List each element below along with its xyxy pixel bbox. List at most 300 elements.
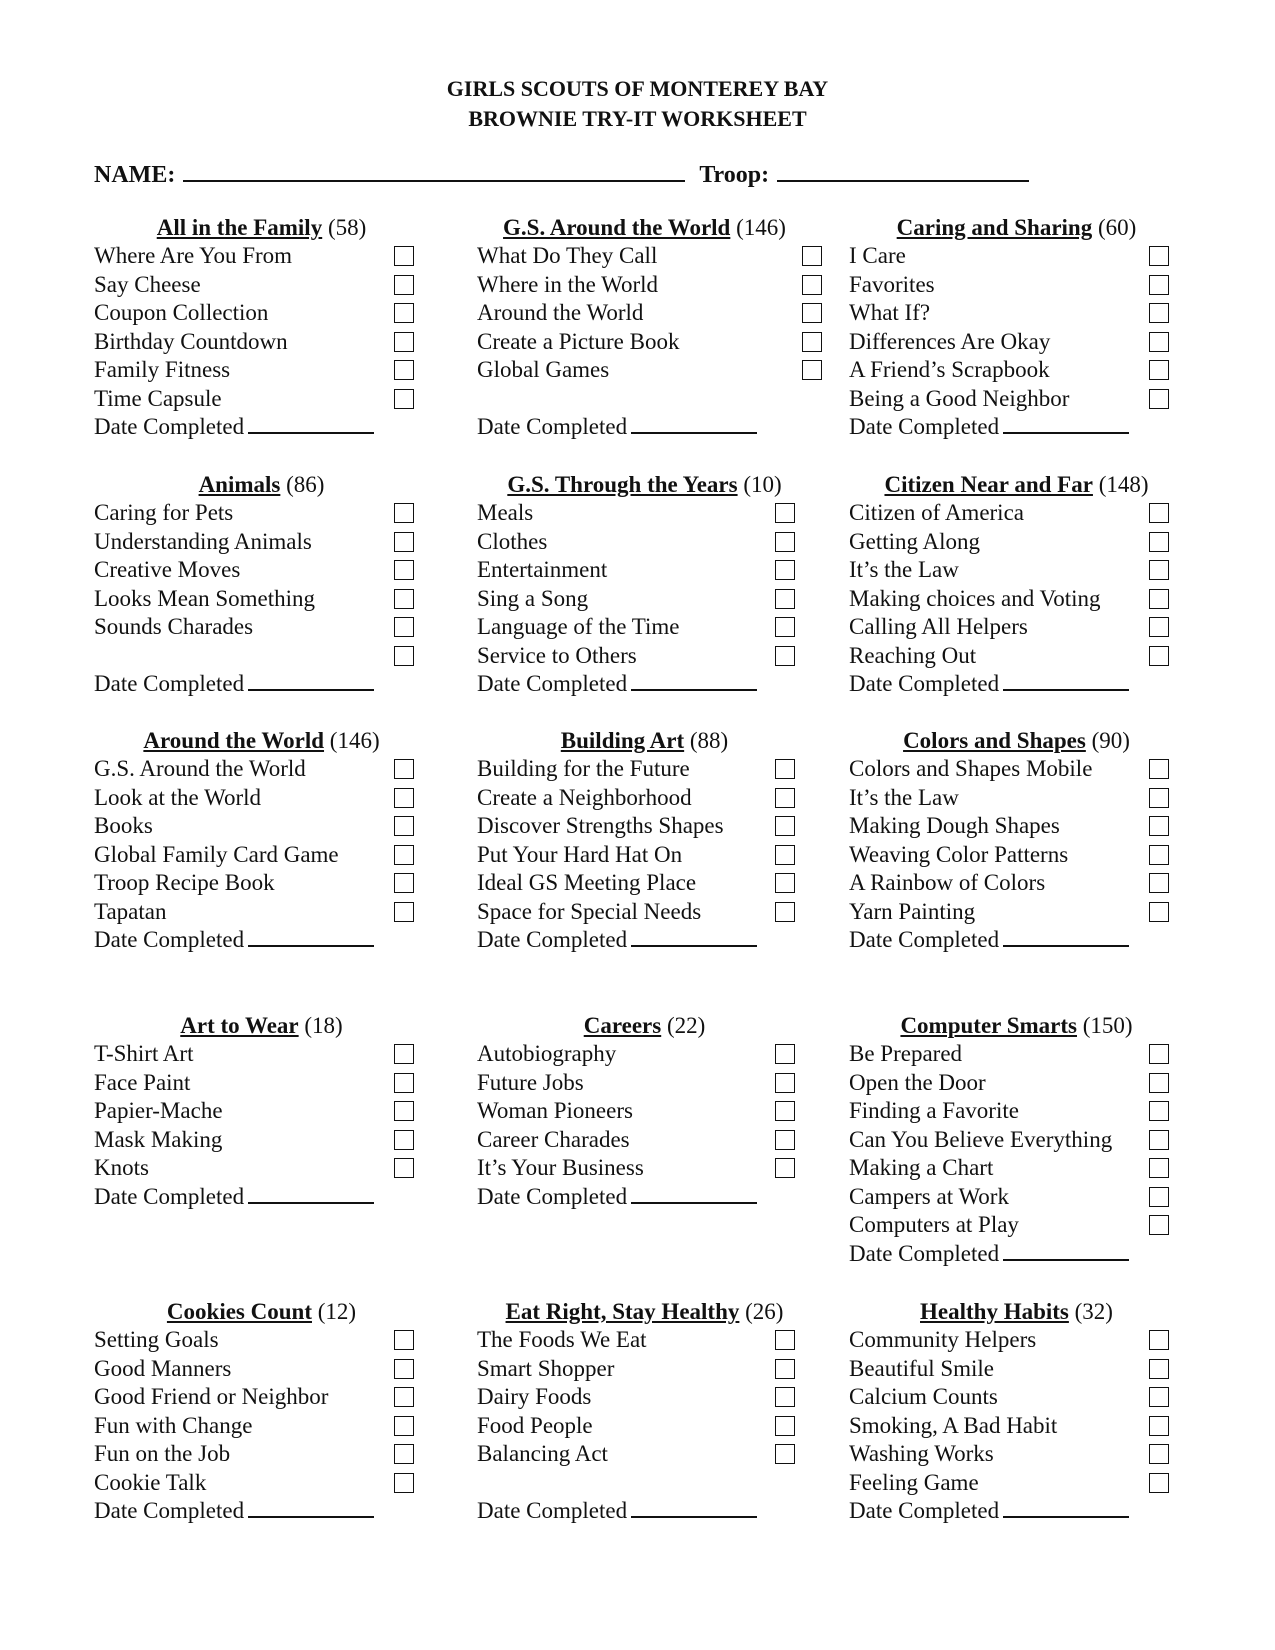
item-label: G.S. Around the World: [94, 756, 306, 781]
item-label: Say Cheese: [94, 271, 201, 297]
spacer: [477, 1469, 812, 1498]
date-completed-row: [94, 926, 429, 955]
checkbox[interactable]: [775, 1416, 795, 1436]
section-title-text: Building Art: [560, 728, 685, 753]
date-completed-field[interactable]: [1003, 414, 1129, 434]
list-item: [849, 755, 1184, 784]
item-label: Beautiful Smile: [849, 1355, 995, 1381]
checkbox[interactable]: [775, 845, 795, 865]
checkbox[interactable]: [1149, 1359, 1169, 1379]
troop-field[interactable]: [777, 160, 1029, 182]
list-item: [94, 812, 429, 841]
checkbox[interactable]: [1149, 759, 1169, 779]
list-item: [849, 528, 1184, 557]
checkbox[interactable]: [775, 589, 795, 609]
item-list: [849, 1040, 1184, 1240]
checkbox[interactable]: [775, 532, 795, 552]
item-label: The Foods We Eat: [477, 1327, 647, 1352]
list-item: [477, 613, 812, 642]
section-cookies-count: [94, 1298, 429, 1526]
checkbox[interactable]: [802, 275, 822, 295]
checkbox[interactable]: [1149, 360, 1169, 380]
date-completed-row: [94, 670, 429, 699]
checkbox[interactable]: [394, 1359, 414, 1379]
list-item: [477, 841, 812, 870]
list-item: [477, 784, 812, 813]
section-title: [477, 1012, 812, 1040]
checkbox[interactable]: [1149, 1387, 1169, 1407]
checkbox[interactable]: [1149, 1130, 1169, 1150]
date-completed-field[interactable]: [248, 1498, 374, 1518]
section-title: [94, 471, 429, 499]
item-label: Mask Making: [94, 1126, 223, 1152]
list-item: [477, 528, 812, 557]
checkbox[interactable]: [775, 873, 795, 893]
item-label: Citizen of America: [849, 500, 1024, 525]
list-item: [849, 841, 1184, 870]
section-title: [849, 1298, 1184, 1326]
list-item: [477, 755, 812, 784]
item-label: Autobiography: [477, 1041, 617, 1066]
section-title-text: Colors and Shapes: [903, 728, 1086, 753]
list-item: [477, 1326, 812, 1355]
item-label: Papier-Mache: [94, 1098, 223, 1123]
list-item: [94, 242, 429, 271]
date-completed-label: Date Completed: [477, 1498, 628, 1523]
list-item: [849, 385, 1184, 414]
item-list: [94, 1326, 429, 1497]
section-title: [94, 727, 429, 755]
list-item: [849, 784, 1184, 813]
worksheet-title: [0, 74, 1275, 134]
checkbox[interactable]: [1149, 1215, 1169, 1235]
section-page-number: (10): [743, 472, 782, 497]
date-completed-label: Date Completed: [477, 1183, 628, 1209]
checkbox[interactable]: [802, 332, 822, 352]
checkbox[interactable]: [775, 617, 795, 637]
section-title: [849, 471, 1184, 499]
list-item: [477, 1412, 812, 1441]
list-item: [477, 328, 812, 357]
item-label: Ideal GS Meeting Place: [477, 870, 697, 895]
item-label: Feeling Game: [849, 1469, 979, 1495]
checkbox[interactable]: [1149, 1416, 1169, 1436]
item-label: Good Friend or Neighbor: [94, 1384, 329, 1409]
checkbox[interactable]: [775, 1101, 795, 1121]
checkbox[interactable]: [1149, 560, 1169, 580]
list-item: [849, 869, 1184, 898]
item-label: A Rainbow of Colors: [849, 870, 1046, 895]
checkbox[interactable]: [775, 1359, 795, 1379]
list-item: [849, 271, 1184, 300]
item-label: Favorites: [849, 271, 935, 297]
item-label: Global Family Card Game: [94, 841, 339, 867]
item-label: Language of the Time: [477, 614, 680, 639]
list-item: [94, 499, 429, 528]
list-item: [94, 1326, 429, 1355]
checkbox[interactable]: [394, 503, 414, 523]
item-list: [94, 242, 429, 413]
list-item: [849, 1183, 1184, 1212]
checkbox[interactable]: [775, 1130, 795, 1150]
checkbox[interactable]: [775, 646, 795, 666]
item-label: Reaching Out: [849, 642, 977, 668]
section-page-number: (32): [1074, 1299, 1113, 1324]
item-label: Future Jobs: [477, 1069, 584, 1095]
checkbox[interactable]: [1149, 389, 1169, 409]
section-eat-right-stay-healthy: [477, 1298, 812, 1526]
checkbox[interactable]: [1149, 1473, 1169, 1493]
item-label: Understanding Animals: [94, 528, 312, 554]
checkbox[interactable]: [394, 902, 414, 922]
item-label: Troop Recipe Book: [94, 870, 275, 895]
date-completed-field[interactable]: [631, 927, 757, 947]
checkbox[interactable]: [394, 1473, 414, 1493]
list-item: [477, 1126, 812, 1155]
checkbox[interactable]: [1149, 1101, 1169, 1121]
checkbox[interactable]: [394, 246, 414, 266]
checkbox[interactable]: [394, 303, 414, 323]
section-page-number: (12): [317, 1299, 357, 1324]
item-label: Meals: [477, 500, 534, 525]
item-label: It’s Your Business: [477, 1155, 644, 1180]
list-item: [94, 271, 429, 300]
section-building-art: [477, 727, 812, 955]
item-list: [477, 755, 812, 926]
date-completed-row: [94, 413, 429, 442]
date-completed-field[interactable]: [1003, 927, 1129, 947]
list-item: [94, 556, 429, 585]
list-item: [477, 642, 812, 671]
date-completed-row: [477, 670, 812, 699]
list-item: [849, 1211, 1184, 1240]
date-completed-field[interactable]: [1003, 1498, 1129, 1518]
checkbox[interactable]: [394, 1330, 414, 1350]
section-page-number: (60): [1097, 215, 1137, 240]
section-title: [849, 727, 1184, 755]
item-label: Be Prepared: [849, 1041, 963, 1066]
date-completed-row: [849, 1497, 1184, 1526]
checkbox[interactable]: [775, 759, 795, 779]
item-label: Sing a Song: [477, 585, 589, 611]
list-item: [94, 1097, 429, 1126]
checkbox[interactable]: [1149, 503, 1169, 523]
list-item: [94, 1154, 429, 1183]
section-all-in-the-family: [94, 214, 429, 442]
item-label: Woman Pioneers: [477, 1098, 633, 1123]
section-title-text: Cookies Count: [166, 1299, 312, 1324]
item-label: What If?: [849, 300, 931, 325]
date-completed-label: Date Completed: [849, 1240, 1000, 1266]
name-label: NAME:: [94, 162, 176, 188]
checkbox[interactable]: [1149, 845, 1169, 865]
checkbox[interactable]: [1149, 1073, 1169, 1093]
item-label: Caring for Pets: [94, 500, 234, 525]
item-label: Put Your Hard Hat On: [477, 841, 683, 867]
date-completed-field[interactable]: [248, 1184, 374, 1204]
item-label: Space for Special Needs: [477, 898, 702, 924]
item-label: Global Games: [477, 357, 610, 382]
checkbox[interactable]: [802, 246, 822, 266]
date-completed-field[interactable]: [248, 927, 374, 947]
list-item: [94, 528, 429, 557]
section-title: [849, 214, 1184, 242]
checkbox[interactable]: [394, 617, 414, 637]
date-completed-label: Date Completed: [849, 927, 1000, 952]
checkbox[interactable]: [775, 816, 795, 836]
checkbox[interactable]: [1149, 589, 1169, 609]
list-item: [849, 1040, 1184, 1069]
list-item: [477, 299, 812, 328]
date-completed-label: Date Completed: [477, 414, 628, 439]
date-completed-row: [849, 1240, 1184, 1269]
checkbox[interactable]: [1149, 332, 1169, 352]
date-completed-field[interactable]: [631, 671, 757, 691]
list-item: [849, 328, 1184, 357]
date-completed-field[interactable]: [1003, 671, 1129, 691]
item-label: Entertainment: [477, 557, 608, 582]
section-animals: [94, 471, 429, 699]
checkbox[interactable]: [394, 332, 414, 352]
section-title: [94, 1298, 429, 1326]
item-label: A Friend’s Scrapbook: [849, 357, 1050, 382]
list-item: [94, 642, 429, 671]
section-colors-and-shapes: [849, 727, 1184, 955]
checkbox[interactable]: [1149, 1444, 1169, 1464]
section-healthy-habits: [849, 1298, 1184, 1526]
date-completed-field[interactable]: [631, 1498, 757, 1518]
list-item: [849, 499, 1184, 528]
date-completed-label: Date Completed: [849, 1498, 1000, 1523]
list-item: [94, 1040, 429, 1069]
checkbox[interactable]: [1149, 303, 1169, 323]
checkbox[interactable]: [1149, 816, 1169, 836]
checkbox[interactable]: [775, 1444, 795, 1464]
list-item: [477, 812, 812, 841]
checkbox[interactable]: [1149, 275, 1169, 295]
item-label: Calling All Helpers: [849, 614, 1028, 639]
list-item: [849, 812, 1184, 841]
checkbox[interactable]: [775, 1158, 795, 1178]
list-item: [94, 613, 429, 642]
item-label: Smart Shopper: [477, 1355, 615, 1381]
section-title-text: Art to Wear: [180, 1013, 299, 1038]
list-item: [94, 585, 429, 614]
checkbox[interactable]: [394, 589, 414, 609]
checkbox[interactable]: [394, 816, 414, 836]
list-item: [477, 242, 812, 271]
item-list: [94, 1040, 429, 1183]
date-completed-row: [477, 413, 812, 442]
list-item: [849, 299, 1184, 328]
checkbox[interactable]: [394, 1101, 414, 1121]
list-item: [849, 1154, 1184, 1183]
checkbox[interactable]: [1149, 532, 1169, 552]
date-completed-field[interactable]: [1003, 1241, 1129, 1261]
item-list: [849, 1326, 1184, 1497]
section-title-text: Computer Smarts: [900, 1013, 1077, 1038]
date-completed-field[interactable]: [631, 1184, 757, 1204]
section-title-text: All in the Family: [156, 215, 323, 240]
item-label: Sounds Charades: [94, 614, 254, 639]
section-title-text: Around the World: [143, 728, 325, 753]
checkbox[interactable]: [394, 1387, 414, 1407]
list-item: [94, 1440, 429, 1469]
date-completed-label: Date Completed: [94, 1498, 245, 1523]
spacer: [477, 385, 812, 414]
list-item: [94, 299, 429, 328]
list-item: [94, 1126, 429, 1155]
item-label: Open the Door: [849, 1069, 986, 1095]
list-item: [94, 1069, 429, 1098]
list-item: [849, 1326, 1184, 1355]
list-item: [849, 1469, 1184, 1498]
date-completed-row: [849, 926, 1184, 955]
section-title: [477, 214, 812, 242]
section-careers: [477, 1012, 812, 1211]
list-item: [849, 642, 1184, 671]
item-label: I Care: [849, 243, 906, 268]
list-item: [477, 1355, 812, 1384]
list-item: [94, 755, 429, 784]
item-label: Smoking, A Bad Habit: [849, 1412, 1058, 1438]
checkbox[interactable]: [802, 360, 822, 380]
item-list: [477, 1040, 812, 1183]
item-label: Create a Neighborhood: [477, 784, 692, 810]
section-page-number: (148): [1098, 472, 1149, 497]
checkbox[interactable]: [775, 1387, 795, 1407]
checkbox[interactable]: [394, 1416, 414, 1436]
item-label: Finding a Favorite: [849, 1098, 1019, 1123]
item-label: Birthday Countdown: [94, 328, 288, 354]
list-item: [477, 1383, 812, 1412]
date-completed-label: Date Completed: [94, 671, 245, 696]
date-completed-field[interactable]: [631, 414, 757, 434]
item-label: Look at the World: [94, 784, 261, 810]
date-completed-label: Date Completed: [94, 1183, 245, 1209]
checkbox[interactable]: [775, 902, 795, 922]
checkbox[interactable]: [1149, 873, 1169, 893]
checkbox[interactable]: [394, 560, 414, 580]
checkbox[interactable]: [394, 788, 414, 808]
date-completed-row: [94, 1497, 429, 1526]
name-troop-row: [94, 160, 1029, 189]
item-list: [477, 242, 812, 385]
checkbox[interactable]: [775, 560, 795, 580]
checkbox[interactable]: [1149, 646, 1169, 666]
list-item: [849, 1126, 1184, 1155]
item-label: Balancing Act: [477, 1441, 608, 1466]
list-item: [94, 1412, 429, 1441]
list-item: [849, 356, 1184, 385]
item-list: [477, 499, 812, 670]
item-label: Creative Moves: [94, 557, 241, 582]
item-label: Time Capsule: [94, 385, 222, 411]
date-completed-label: Date Completed: [477, 927, 628, 952]
checkbox[interactable]: [394, 759, 414, 779]
checkbox[interactable]: [1149, 1187, 1169, 1207]
checkbox[interactable]: [394, 1044, 414, 1064]
list-item: [849, 1355, 1184, 1384]
item-label: Making Dough Shapes: [849, 813, 1060, 838]
item-label: Dairy Foods: [477, 1384, 592, 1409]
section-title-text: Animals: [198, 472, 281, 497]
checkbox[interactable]: [775, 503, 795, 523]
item-list: [94, 755, 429, 926]
list-item: [94, 356, 429, 385]
date-completed-field[interactable]: [248, 671, 374, 691]
checkbox[interactable]: [394, 389, 414, 409]
checkbox[interactable]: [1149, 1330, 1169, 1350]
checkbox[interactable]: [394, 1158, 414, 1178]
date-completed-label: Date Completed: [94, 927, 245, 952]
checkbox[interactable]: [775, 1330, 795, 1350]
section-page-number: (86): [286, 472, 325, 497]
item-label: Community Helpers: [849, 1327, 1037, 1352]
list-item: [849, 1097, 1184, 1126]
date-completed-row: [849, 670, 1184, 699]
item-list: [94, 499, 429, 670]
checkbox[interactable]: [394, 1130, 414, 1150]
item-label: Books: [94, 813, 153, 838]
section-title-text: G.S. Around the World: [503, 215, 731, 240]
checkbox[interactable]: [1149, 1044, 1169, 1064]
checkbox[interactable]: [1149, 246, 1169, 266]
checkbox[interactable]: [802, 303, 822, 323]
checkbox[interactable]: [394, 873, 414, 893]
list-item: [849, 1069, 1184, 1098]
item-label: Weaving Color Patterns: [849, 841, 1069, 867]
checkbox[interactable]: [775, 788, 795, 808]
list-item: [477, 898, 812, 927]
checkbox[interactable]: [394, 360, 414, 380]
checkbox[interactable]: [394, 532, 414, 552]
list-item: [94, 328, 429, 357]
item-label: Fun with Change: [94, 1412, 253, 1438]
section-page-number: (88): [689, 728, 729, 753]
date-completed-field[interactable]: [248, 414, 374, 434]
list-item: [94, 1355, 429, 1384]
checkbox[interactable]: [394, 1073, 414, 1093]
checkbox[interactable]: [1149, 902, 1169, 922]
checkbox[interactable]: [1149, 788, 1169, 808]
item-label: Campers at Work: [849, 1183, 1009, 1209]
checkbox[interactable]: [775, 1073, 795, 1093]
section-caring-and-sharing: [849, 214, 1184, 442]
checkbox[interactable]: [394, 646, 414, 666]
checkbox[interactable]: [394, 845, 414, 865]
item-list: [849, 242, 1184, 413]
name-field[interactable]: [183, 160, 685, 182]
checkbox[interactable]: [1149, 617, 1169, 637]
title-line-2: BROWNIE TRY-IT WORKSHEET: [468, 106, 807, 131]
checkbox[interactable]: [775, 1044, 795, 1064]
checkbox[interactable]: [1149, 1158, 1169, 1178]
item-label: Service to Others: [477, 642, 637, 668]
item-label: Where Are You From: [94, 243, 293, 268]
checkbox[interactable]: [394, 275, 414, 295]
list-item: [849, 1412, 1184, 1441]
item-label: T-Shirt Art: [94, 1041, 194, 1066]
list-item: [477, 1069, 812, 1098]
section-page-number: (90): [1091, 728, 1130, 753]
item-label: Knots: [94, 1155, 149, 1180]
section-page-number: (58): [327, 215, 367, 240]
section-title: [849, 1012, 1184, 1040]
section-page-number: (26): [745, 1299, 784, 1324]
item-list: [849, 499, 1184, 670]
checkbox[interactable]: [394, 1444, 414, 1464]
